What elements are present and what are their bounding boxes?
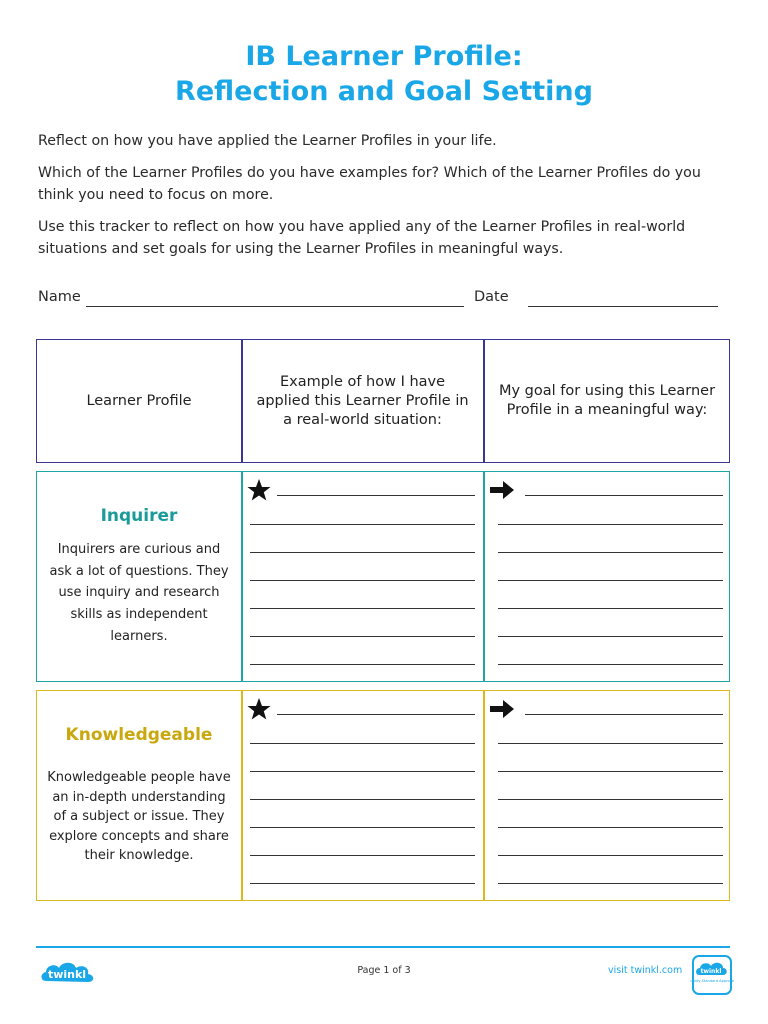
star-icon <box>245 697 273 721</box>
example-writing-line[interactable] <box>277 714 475 715</box>
header-example: Example of how I have applied this Learner Profile in a real-world situation: <box>256 373 469 428</box>
example-writing-line[interactable] <box>250 855 475 856</box>
arrow-icon <box>488 478 516 502</box>
goal-writing-line[interactable] <box>498 664 723 665</box>
example-writing-line[interactable] <box>250 608 475 609</box>
profile-description: Knowledgeable people have an in-depth understanding of a subject or issue. They explore concepts and share their knowledge. <box>47 770 231 863</box>
table-header-row <box>36 339 730 463</box>
goal-writing-line[interactable] <box>498 799 723 800</box>
brand-text: twinkl <box>47 968 87 981</box>
example-writing-line[interactable] <box>250 799 475 800</box>
date-field[interactable] <box>528 306 718 307</box>
profile-name: Knowledgeable <box>65 725 213 745</box>
column-divider <box>241 472 243 681</box>
footer-divider <box>36 946 730 948</box>
intro-paragraph-3: Use this tracker to reflect on how you have applied any of the Learner Profiles in real-world situations and set goals for using the Learner Profiles in meaningful ways. <box>38 219 686 257</box>
example-writing-line[interactable] <box>250 636 475 637</box>
name-label: Name <box>38 289 81 305</box>
goal-writing-line[interactable] <box>498 855 723 856</box>
header-learner-profile: Learner Profile <box>86 392 192 409</box>
page-number: Page 1 of 3 <box>357 965 411 976</box>
goal-writing-line[interactable] <box>525 495 723 496</box>
goal-writing-line[interactable] <box>498 552 723 553</box>
header-goal: My goal for using this Learner Profile in a meaningful way: <box>498 383 716 418</box>
example-writing-line[interactable] <box>250 552 475 553</box>
profile-name: Inquirer <box>100 506 178 526</box>
column-divider <box>483 691 485 900</box>
visit-link[interactable]: visit twinkl.com <box>608 965 683 976</box>
date-label: Date <box>474 289 509 305</box>
profile-description: Inquirers are curious and ask a lot of questions. They use inquiry and research skills as independent learners. <box>49 542 229 644</box>
profile-row-inquirer <box>36 471 730 682</box>
star-icon <box>245 478 273 502</box>
goal-writing-line[interactable] <box>498 743 723 744</box>
name-field[interactable] <box>86 306 464 307</box>
example-writing-line[interactable] <box>250 580 475 581</box>
quality-badge-icon <box>690 953 734 997</box>
badge-brand-text: twinkl <box>700 968 722 975</box>
goal-writing-line[interactable] <box>498 580 723 581</box>
example-writing-line[interactable] <box>250 664 475 665</box>
goal-writing-line[interactable] <box>498 771 723 772</box>
goal-writing-line[interactable] <box>498 636 723 637</box>
example-writing-line[interactable] <box>277 495 475 496</box>
column-divider <box>241 691 243 900</box>
page-title-line-1: IB Learner Profile: <box>245 41 523 72</box>
goal-writing-line[interactable] <box>498 608 723 609</box>
goal-writing-line[interactable] <box>498 883 723 884</box>
arrow-icon <box>488 697 516 721</box>
badge-text: Quality Standard Approved <box>690 979 734 983</box>
example-writing-line[interactable] <box>250 743 475 744</box>
example-writing-line[interactable] <box>250 827 475 828</box>
goal-writing-line[interactable] <box>498 524 723 525</box>
goal-writing-line[interactable] <box>498 827 723 828</box>
example-writing-line[interactable] <box>250 524 475 525</box>
goal-writing-line[interactable] <box>525 714 723 715</box>
example-writing-line[interactable] <box>250 771 475 772</box>
example-writing-line[interactable] <box>250 883 475 884</box>
column-divider <box>483 472 485 681</box>
intro-paragraph-1: Reflect on how you have applied the Learner Profiles in your life. <box>38 133 497 149</box>
profile-row-knowledgeable <box>36 690 730 901</box>
page-title-line-2: Reflection and Goal Setting <box>175 76 593 107</box>
intro-paragraph-2: Which of the Learner Profiles do you have examples for? Which of the Learner Profiles do you think you need to focus on more. <box>38 165 701 203</box>
